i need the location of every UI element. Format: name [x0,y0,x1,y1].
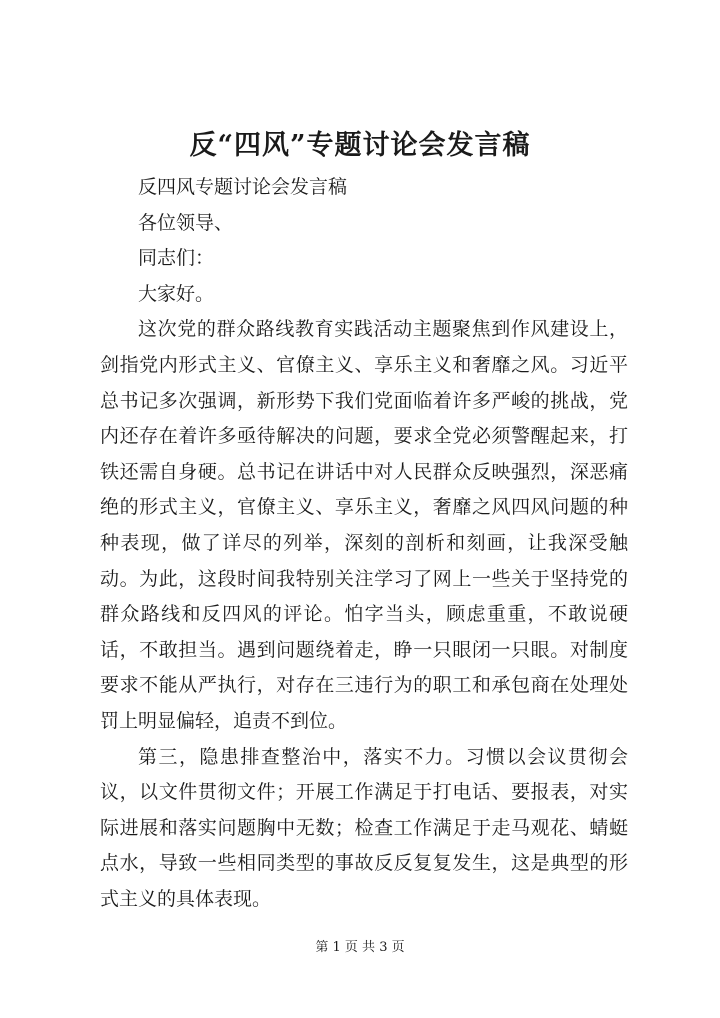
paragraph-third-point: 第三，隐患排查整治中，落实不力。习惯以会议贯彻会议，以文件贯彻文件；开展工作满足于打电话、要报表，对实际进展和落实问题胸中无数；检查工作满足于走马观花、蜻蜓点水，导致一些相同类型的事故反反复复发生，这是典型的形式主义的具体表现。 [100,745,628,910]
document-body [100,170,628,917]
paragraph-greeting: 大家好。 [138,282,215,305]
paragraph-subtitle: 反四风专题讨论会发言稿 [138,176,348,198]
paragraph-salutation-leaders: 各位领导、 [138,211,234,234]
page-footer: 第 1 页 共 3 页 [315,940,405,955]
paragraph-salutation-comrades: 同志们： [138,247,215,270]
paragraph-main: 这次党的群众路线教育实践活动主题聚焦到作风建设上，剑指党内形式主义、官僚主义、享乐主义和奢靡之风。习近平总书记多次强调，新形势下我们党面临着许多严峻的挑战，党内还存在着许多亟待解决的问题，要求全党必须警醒起来，打铁还需自身硬。总书记在讲话中对人民群众反映强烈，深恶痛绝的形式主义，官僚主义、享乐主义，奢靡之风四风问题的种种表现，做了详尽的列举，深刻的剖析和刻画，让我深受触动。为此，这段时间我特别关注学习了网上一些关于坚持党的群众路线和反四风的评论。怕字当头，顾虑重重，不敢说硬话，不敢担当。遇到问题绕着走，睁一只眼闭一只眼。对制度要求不能从严执行，对存在三违行为的职工和承包商在处理处罚上明显偏轻，追责不到位。 [100,318,628,732]
document-title: 反“四风”专题讨论会发言稿 [189,130,531,161]
